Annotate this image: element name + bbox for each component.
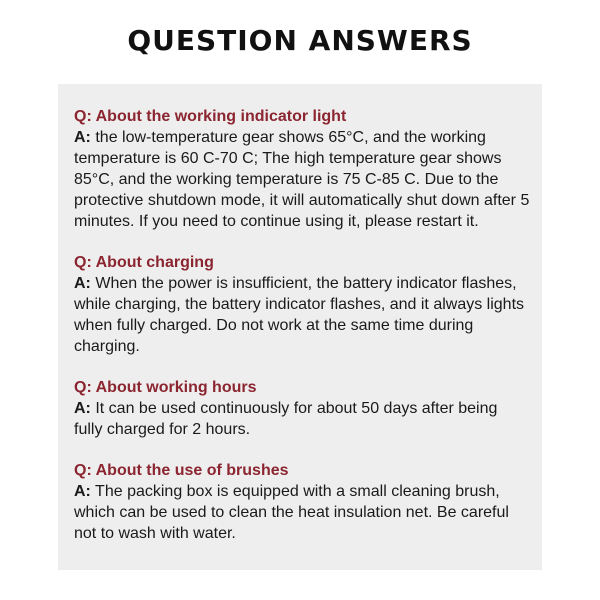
qa-panel [58, 84, 542, 570]
answer-prefix: A: [74, 483, 91, 500]
question-text: Q: About the working indicator light [74, 108, 347, 125]
answer-body: the low-temperature gear shows 65°C, and the working temperature is 60 C-70 C; The high temperature gear shows 85°C, and the working temperature is 75 C-85 C. Due to the protective shutdown mode, it will automatically shut down after 5 minutes. If you need to continue using it, please restart it. [74, 129, 530, 230]
answer-text [74, 127, 530, 232]
answer-prefix: A: [74, 400, 91, 417]
question-text: Q: About the use of brushes [74, 462, 289, 479]
answer-text [74, 398, 530, 440]
answer-prefix: A: [74, 275, 91, 292]
answer-text [74, 481, 530, 544]
qa-item-working-hours [74, 377, 530, 440]
qa-item-brushes [74, 460, 530, 544]
answer-text [74, 273, 530, 357]
page-title: QUESTION ANSWERS [127, 24, 473, 57]
qa-item-charging [74, 252, 530, 357]
answer-body: It can be used continuously for about 50 days after being fully charged for 2 hours. [74, 400, 498, 438]
answer-prefix: A: [74, 129, 91, 146]
answer-body: The packing box is equipped with a small cleaning brush, which can be used to clean the heat insulation net. Be careful not to wash with water. [74, 483, 509, 542]
question-text: Q: About working hours [74, 379, 257, 396]
qa-item-working-indicator-light [74, 106, 530, 232]
question-text: Q: About charging [74, 254, 214, 271]
answer-body: When the power is insufficient, the battery indicator flashes, while charging, the battery indicator flashes, and it always lights when fully charged. Do not work at the same time during charging. [74, 275, 525, 355]
